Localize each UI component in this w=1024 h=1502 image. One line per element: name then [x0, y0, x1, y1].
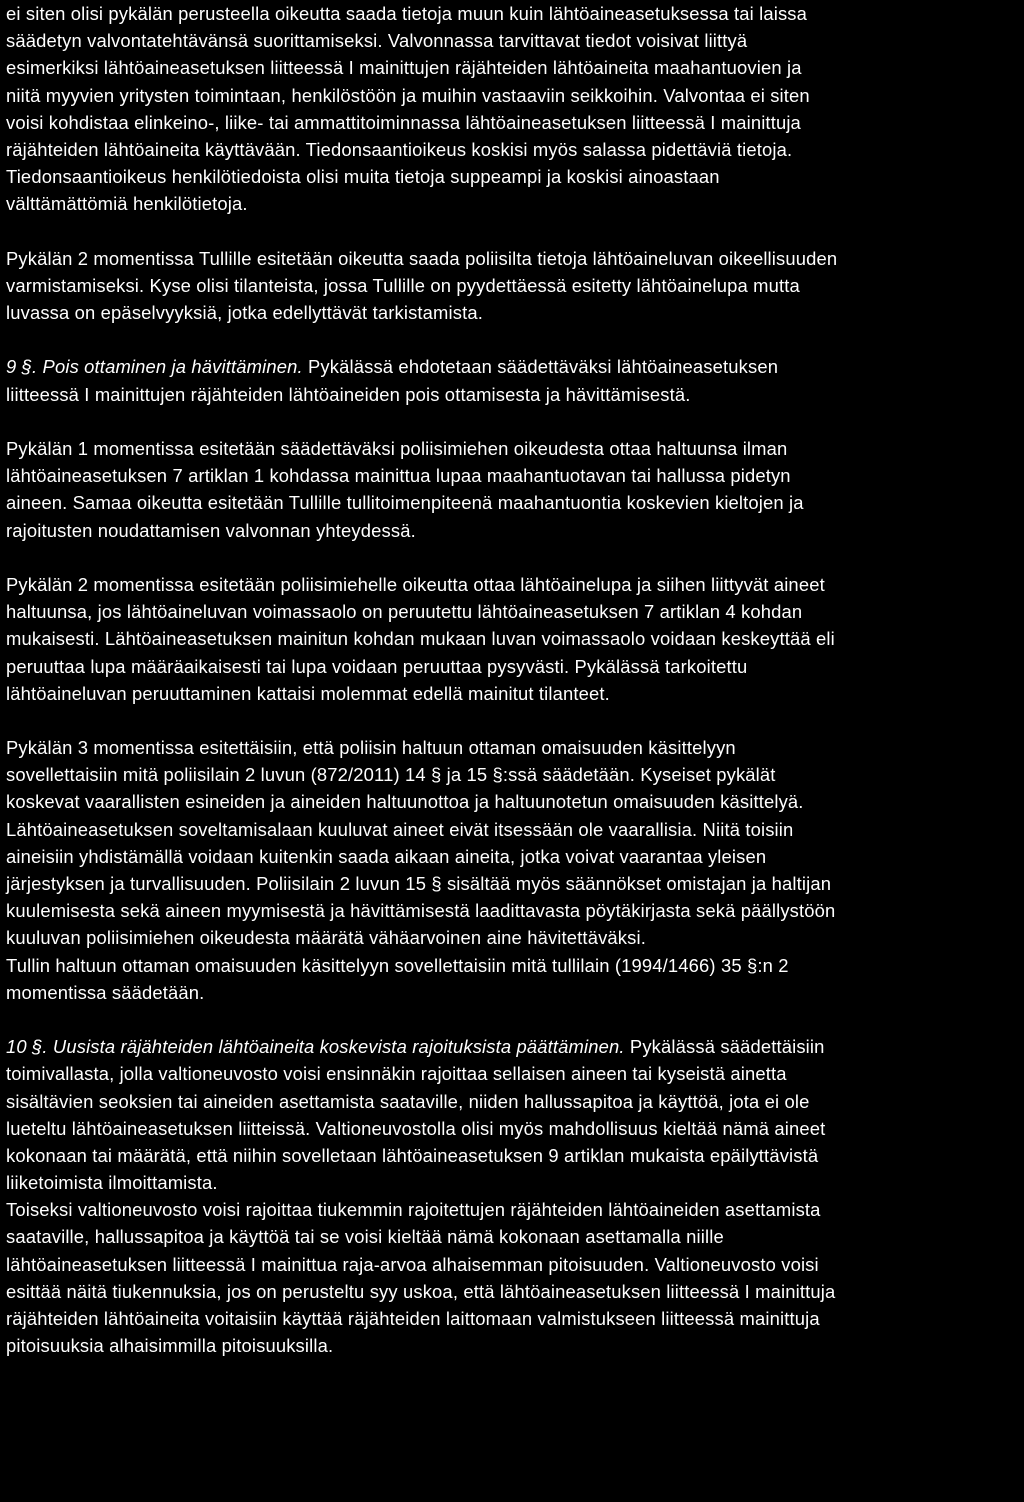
text-line: Tiedonsaantioikeus henkilötiedoista olisi muita tietoja suppeampi ja koskisi ainoastaan — [6, 166, 720, 188]
text-line: esimerkiksi lähtöaineasetuksen liitteessä I mainittujen räjähteiden lähtöaineita maahantuovien ja — [6, 57, 802, 79]
text-line: peruuttaa lupa määräaikaisesti tai lupa voidaan peruuttaa pysyvästi. Pykälässä tarkoitettu — [6, 655, 748, 677]
text-line: aineen. Samaa oikeutta esitetään Tullille tullitoimenpiteenä maahantuontia koskevien kieltojen ja — [6, 492, 804, 514]
paragraph-4 — [6, 435, 1024, 544]
text-line: lueteltu lähtöaineasetuksen liitteissä. Valtioneuvostolla olisi myös mahdollisuus kieltää nämä aineet — [6, 1117, 826, 1139]
text-line: sovellettaisiin mitä poliisilain 2 luvun (872/2011) 14 § ja 15 §:ssä säädetään. Kyseiset pykälät — [6, 764, 776, 786]
text-line: Toiseksi valtioneuvosto voisi rajoittaa tiukemmin rajoitettujen räjähteiden lähtöaineiden asettamista — [6, 1199, 821, 1221]
text-line: lähtöaineasetuksen 7 artiklan 1 kohdassa mainittua lupaa maahantuotavan tai hallussa pidetyn — [6, 465, 791, 487]
text-line: säädetyn valvontatehtävänsä suorittamiseksi. Valvonnassa tarvittavat tiedot voisivat liittyä — [6, 30, 748, 52]
paragraph-5 — [6, 571, 1024, 707]
document-page — [6, 0, 1024, 1359]
text-line: koskevat vaarallisten esineiden ja aineiden haltuunottoa ja haltuunotetun omaisuuden käsittelyä. — [6, 791, 804, 813]
text-line: niitä myyvien yritysten toimintaan, henkilöstöön ja muihin vastaaviin seikkoihin. Valvontaa ei siten — [6, 84, 810, 106]
paragraph-8-section-10 — [6, 1033, 1024, 1196]
paragraph-9 — [6, 1196, 1024, 1359]
text-line: luvassa on epäselvyyksiä, jotka edellyttävät tarkistamista. — [6, 302, 484, 324]
text-line: saataville, hallussapitoa ja käyttöä tai se voisi kieltää nämä kokonaan asettamalla niille — [6, 1226, 724, 1248]
paragraph-3-section-9 — [6, 353, 1024, 407]
text-line: sisältävien seoksien tai aineiden asettamista saataville, niiden hallussapitoa ja käyttöä, jota ei ole — [6, 1090, 810, 1112]
text-line: rajoitusten noudattamisen valvonnan yhteydessä. — [6, 519, 416, 541]
text-line: esittää näitä tiukennuksia, jos on perusteltu syy uskoa, että lähtöaineasetuksen liitteessä I mainittuja — [6, 1280, 836, 1302]
text-line: kuulemisesta sekä aineen myymisestä ja hävittämisestä laadittavasta pöytäkirjasta sekä päällystöön — [6, 900, 836, 922]
text-line: Pykälän 2 momentissa esitetään poliisimiehelle oikeutta ottaa lähtöainelupa ja siihen liittyvät aineet — [6, 573, 825, 595]
text-line: räjähteiden lähtöaineita käyttävään. Tiedonsaantioikeus koskisi myös salassa pidettäviä tietoja. — [6, 138, 793, 160]
text-line: toimivallasta, jolla valtioneuvosto voisi ensinnäkin rajoittaa sellaisen aineen tai kyseistä ainetta — [6, 1063, 787, 1085]
paragraph-7 — [6, 952, 1024, 1006]
text-line: järjestyksen ja turvallisuuden. Poliisilain 2 luvun 15 § sisältää myös säännökset omistajan ja haltijan — [6, 873, 832, 894]
paragraph-2 — [6, 245, 1024, 327]
paragraph-1 — [6, 0, 1024, 218]
text-line: mukaisesti. Lähtöaineasetuksen mainitun kohdan mukaan luvan voimassaolo voidaan keskeyttää eli — [6, 628, 835, 650]
text-line: haltuunsa, jos lähtöaineluvan voimassaolo on peruutettu lähtöaineasetuksen 7 artiklan 4 kohdan — [6, 601, 803, 623]
text-line: voisi kohdistaa elinkeino-, liike- tai ammattitoiminnassa lähtöaineasetuksen liitteessä I mainittuja — [6, 111, 801, 133]
text-line: ei siten olisi pykälän perusteella oikeutta saada tietoja muun kuin lähtöaineasetuksessa tai laissa — [6, 3, 808, 24]
text-line: välttämättömiä henkilötietoja. — [6, 193, 248, 215]
text-run: Pykälässä ehdotetaan säädettäväksi lähtöaineasetuksen — [302, 356, 779, 378]
text-line: Pykälän 1 momentissa esitetään säädettäväksi poliisimiehen oikeudesta ottaa haltuunsa ilman — [6, 438, 788, 459]
text-line: liiketoimista ilmoittamista. — [6, 1172, 218, 1194]
text-line: lähtöaineasetuksen liitteessä I mainittua raja-arvoa alhaisemman pitoisuuden. Valtioneuvosto voisi — [6, 1253, 819, 1275]
section-heading: 9 §. Pois ottaminen ja hävittäminen. — [6, 356, 303, 378]
text-line: momentissa säädetään. — [6, 981, 205, 1003]
text-line: kuuluvan poliisimiehen oikeudesta määrätä vähäarvoinen aine hävitettäväksi. — [6, 927, 646, 949]
text-line: Lähtöaineasetuksen soveltamisalaan kuuluvat aineet eivät itsessään ole vaarallisia. Niitä toisiin — [6, 818, 794, 840]
text-line: kokonaan tai määrätä, että niihin sovelletaan lähtöaineasetuksen 9 artiklan mukaista epäilyttävistä — [6, 1144, 819, 1166]
section-heading: 10 §. Uusista räjähteiden lähtöaineita koskevista rajoituksista päättäminen. — [6, 1036, 625, 1058]
text-line: räjähteiden lähtöaineita voitaisiin käyttää räjähteiden laittomaan valmistukseen liitteessä mainittuja — [6, 1308, 820, 1329]
text-line: Pykälän 2 momentissa Tullille esitetään oikeutta saada poliisilta tietoja lähtöaineluvan oikeellisuuden — [6, 247, 838, 269]
text-line: liitteessä I mainittujen räjähteiden lähtöaineiden pois ottamisesta ja hävittämisestä. — [6, 383, 691, 405]
text-line: pitoisuuksia alhaisimmilla pitoisuuksilla. — [6, 1335, 334, 1357]
text-line: aineisiin yhdistämällä voidaan kuitenkin saada aikaan aineita, jotka voivat vaarantaa yleisen — [6, 845, 767, 867]
text-line: lähtöaineluvan peruuttaminen kattaisi molemmat edellä mainitut tilanteet. — [6, 682, 610, 704]
text-line — [6, 353, 1024, 380]
paragraph-6 — [6, 734, 1024, 952]
text-line: Pykälän 3 momentissa esitettäisiin, että poliisin haltuun ottaman omaisuuden käsittelyyn — [6, 737, 736, 759]
text-line: varmistamiseksi. Kyse olisi tilanteista, jossa Tullille on pyydettäessä esitetty lähtöainelupa mutta — [6, 274, 800, 296]
text-line — [6, 1033, 1024, 1060]
text-run: Pykälässä säädettäisiin — [624, 1036, 825, 1058]
text-line: Tullin haltuun ottaman omaisuuden käsittelyyn sovellettaisiin mitä tullilain (1994/1466) 35 §:n 2 — [6, 954, 789, 976]
